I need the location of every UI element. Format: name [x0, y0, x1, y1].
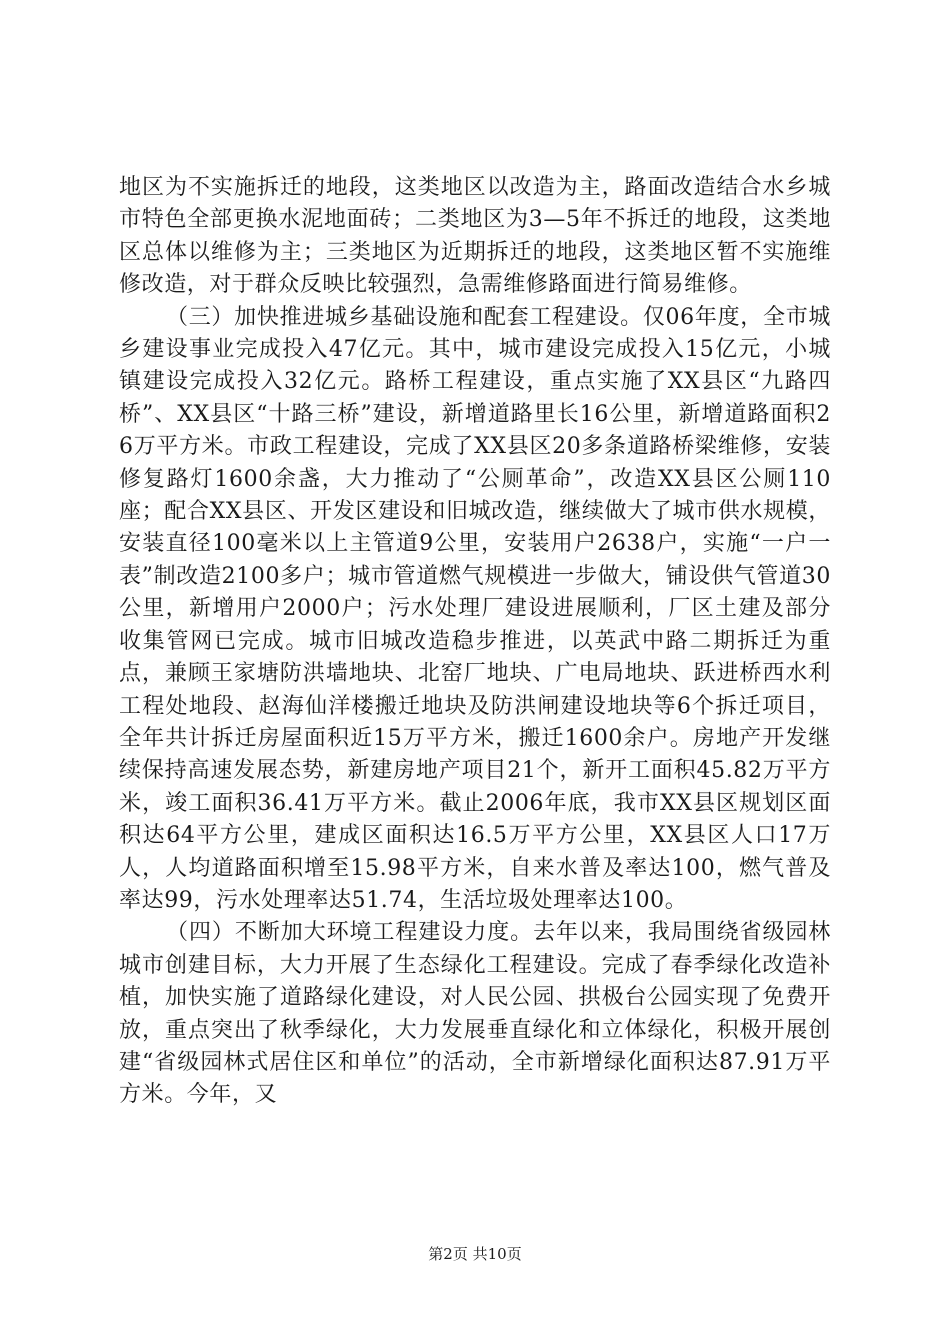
paragraph-1: 地区为不实施拆迁的地段，这类地区以改造为主，路面改造结合水乡城市特色全部更换水泥地面砖；二类地区为3—5年不拆迁的地段，这类地区总体以维修为主；三类地区为近期拆迁的地段，这类地区暂不实施维修改造，对于群众反映比较强烈，急需维修路面进行简易维修。 — [119, 175, 831, 298]
document-body — [119, 172, 831, 1112]
paragraph-3: （四）不断加大环境工程建设力度。去年以来，我局围绕省级园林城市创建目标，大力开展了生态绿化工程建设。完成了春季绿化改造补植，加快实施了道路绿化建设，对人民公园、拱极台公园实现了免费开放，重点突出了秋季绿化，大力发展垂直绿化和立体绿化，积极开展创建“省级园林式居住区和单位”的活动，全市新增绿化面积达87.91万平方米。今年，又 — [119, 920, 831, 1108]
paragraph-2: （三）加快推进城乡基础设施和配套工程建设。仅06年度，全市城乡建设事业完成投入47亿元。其中，城市建设完成投入15亿元，小城镇建设完成投入32亿元。路桥工程建设，重点实施了XX县区“九路四桥”、XX县区“十路三桥”建设，新增道路里长16公里，新增道路面积26万平方米。市政工程建设，完成了XX县区20多条道路桥梁维修，安装修复路灯1600余盏，大力推动了“公厕革命”，改造XX县区公厕110座；配合XX县区、开发区建设和旧城改造，继续做大了城市供水规模，安装直径100毫米以上主管道9公里，安装用户2638户，实施“一户一表”制改造2100多户；城市管道燃气规模进一步做大，铺设供气管道30公里，新增用户2000户；污水处理厂建设进展顺利，厂区土建及部分收集管网已完成。城市旧城改造稳步推进，以英武中路二期拆迁为重点，兼顾王家塘防洪墙地块、北窑厂地块、广电局地块、跃进桥西水利工程处地段、赵海仙洋楼搬迁地块及防洪闸建设地块等6个拆迁项目，全年共计拆迁房屋面积近15万平方米，搬迁1600余户。房地产开发继续保持高速发展态势，新建房地产项目21个，新开工面积45.82万平方米，竣工面积36.41万平方米。截止2006年底，我市XX县区规划区面积达64平方公里，建成区面积达16.5万平方公里，XX县区人口17万人，人均道路面积增至15.98平方米，自来水普及率达100，燃气普及率达99，污水处理率达51.74，生活垃圾处理率达100。 — [119, 304, 831, 913]
page-footer: 第2页 共10页 — [428, 1245, 522, 1263]
